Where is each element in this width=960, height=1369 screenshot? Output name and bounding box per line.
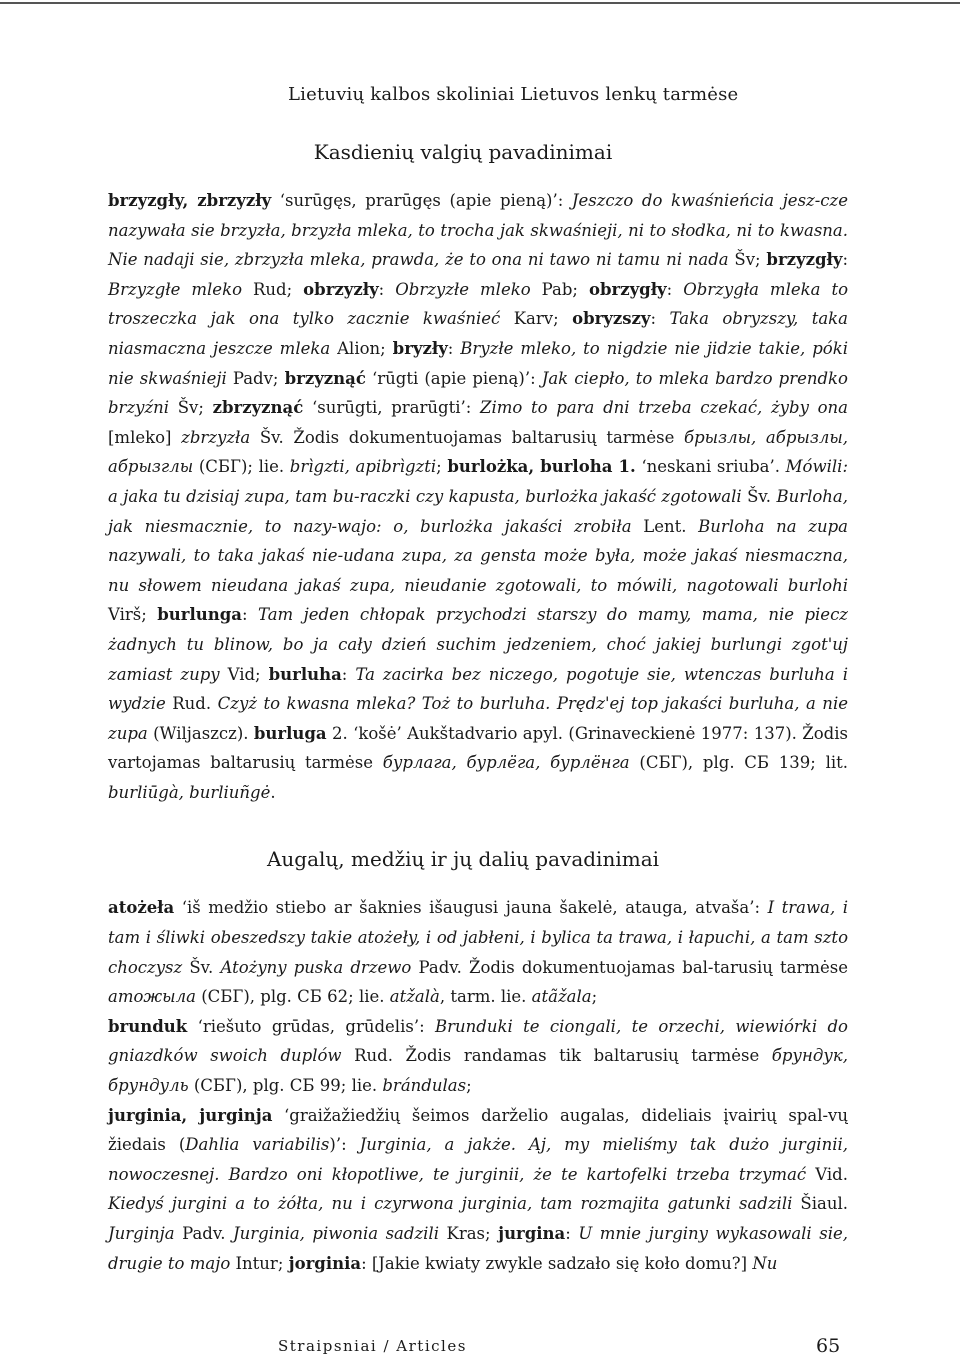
- italic-text: Burloha na zupa nazywali, to taka jakaś nie-udana zupa, za gensta może była, może jakaś niesmaczna, nu słowem nieudana jakaś zupa, nieudanie zgotowali, to mówili, nagotowali burlohi: [108, 516, 848, 595]
- text-run: ‘surūgti, prarūgti’:: [303, 398, 480, 418]
- italic-text: Mówili: a jaka tu dzisiaj zupa, tam bu-raczki czy kapusta, burlożka jakaść zgotowali: [108, 457, 848, 506]
- text-run: : [Jakie kwiaty zwykle sadzało się koło domu?]: [361, 1253, 753, 1273]
- headword: burlunga: [157, 605, 242, 625]
- italic-text: Taka obryzszy, taka niasmaczna jeszcze mleka: [108, 309, 849, 358]
- italic-text: атожыла: [108, 987, 196, 1007]
- italic-text: Jurginia, piwonia sadzili: [232, 1224, 439, 1243]
- text-run: :: [650, 309, 670, 329]
- text-run: ‘surūgęs, prarūgęs (apie pieną)’:: [271, 191, 572, 210]
- italic-text: Jak ciepło, to mleka bardzo prendko brzyźni: [108, 368, 848, 418]
- text-run: Vid;: [219, 664, 269, 684]
- italic-text: Brunduki te ciongali, te orzechi, wiewiórki do gniazdków swoich duplów: [108, 1016, 848, 1066]
- italic-text: бурлага, бурлёга, бурлёнга: [382, 753, 630, 773]
- headword: zbrzyznąć: [212, 398, 304, 418]
- italic-text: U mnie jurginy wykasowali sie, drugie to majo: [108, 1224, 848, 1273]
- italic-text: atžalà: [389, 987, 440, 1007]
- text-run: :: [565, 1224, 579, 1243]
- text-run: ;: [466, 1076, 472, 1096]
- text-run: , tarm. lie.: [439, 987, 532, 1007]
- text-run: Pab;: [530, 279, 589, 299]
- text-run: ‘iš medžio stiebo ar šaknies išaugusi jauna šakelė, atauga, atvaša’:: [174, 898, 768, 918]
- text-run: Rud. Žodis randamas tik baltarusių tarmėse: [341, 1046, 772, 1066]
- italic-text: Obrzygła mleka to troszeczka jak ona tylko zacznie kwaśnieć: [108, 279, 849, 329]
- page-footer: [0, 1337, 960, 1363]
- page-number: 65: [816, 1335, 841, 1357]
- text-run: Vid.: [806, 1164, 848, 1184]
- italic-text: zbrzyzła: [181, 427, 251, 447]
- italic-text: Nu: [752, 1253, 778, 1273]
- text-run: 2. ‘košė’ Aukštadvario apyl. (Grinaveckienė 1977: 137). Žodis vartojamas baltarusių tarmėse: [108, 723, 848, 773]
- text-run: (Wiljaszcz).: [147, 723, 254, 743]
- text-run: ‘riešuto grūdas, grūdelis’:: [187, 1016, 436, 1036]
- italic-text: burliūgà, burliuñgė: [108, 782, 271, 802]
- headword: brzyznąć: [284, 368, 366, 388]
- italic-text: Brzyzgłe mleko: [108, 279, 243, 299]
- running-head: Lietuvių kalbos skoliniai Lietuvos lenkų tarmėse: [288, 84, 739, 105]
- text-run: Šv.: [182, 957, 221, 977]
- headword: jorginia: [288, 1253, 362, 1273]
- headword: obrzyzły: [303, 279, 379, 299]
- text-run: (СБГ); lie.: [193, 457, 290, 477]
- text-run: Alion;: [330, 338, 393, 358]
- headword: burluga: [253, 723, 327, 743]
- headword: brunduk: [108, 1016, 188, 1036]
- text-run: ;: [591, 987, 598, 1007]
- italic-text: brìgzti, apibrìgzti: [289, 457, 437, 477]
- paragraph: [108, 1101, 848, 1279]
- italic-text: atãžala: [531, 987, 592, 1007]
- italic-text: Atożyny puska drzewo: [220, 957, 412, 977]
- italic-text: Czyż to kwasna mleka? Toż to burluha. Prędz'ej top jakaści burluha, a nie zupa: [108, 694, 848, 743]
- italic-text: I trawa, i tam i śliwki obeszedszy takie atożeły, i od jabłeni, i bylica ta trawa, i łapuchi, a tam szto choczysz: [108, 898, 848, 977]
- text-run: ‘graižažiedžių šeimos darželio augalas, dideliais įvairių spal-vų žiedais (: [108, 1105, 849, 1155]
- text-run: )’:: [329, 1135, 360, 1155]
- headword: brzyzgły: [766, 250, 843, 270]
- text-run: (СБГ), plg. СБ 99; lie.: [188, 1076, 383, 1096]
- text-run: (СБГ), plg. СБ 62; lie.: [195, 987, 390, 1007]
- top-rule: [0, 2, 960, 4]
- text-run: Karv;: [500, 309, 573, 329]
- text-run: Šv. Žodis dokumentuojamas baltarusių tarmėse: [250, 427, 684, 447]
- headword: obrzygły: [588, 279, 667, 299]
- paragraph: [108, 186, 848, 807]
- italic-text: Jeszczo do kwaśnieńcia jesz-cze nazywała sie brzyzła, brzyzła mleka, to trocha jak skwaśnieji, ni to słodka, ni to kwasna. Nie nadaji sie, zbrzyzła mleka, prawda, że to ona ni tawo ni tamu ni nada: [108, 191, 849, 270]
- headword: burluha: [268, 664, 342, 684]
- text-run: Padv;: [226, 368, 285, 388]
- text-run: ;: [436, 457, 448, 477]
- italic-text: Bryzłe mleko, to nigdzie nie jidzie takie, póki nie skwaśnieji: [108, 338, 849, 388]
- text-run: Šv.: [741, 486, 777, 506]
- headword: jurgina: [498, 1224, 566, 1243]
- text-run: Intur;: [230, 1253, 289, 1273]
- text-run: Šv;: [169, 398, 213, 418]
- text-run: :: [241, 605, 258, 625]
- text-run: (СБГ), plg. СБ 139; lit.: [629, 753, 849, 773]
- headword: bryzły: [392, 338, 448, 358]
- article-body: [108, 140, 848, 1278]
- italic-text: Jurginia, a jakże. Aj, my mieliśmy tak dużo jurginii, nowoczesnej. Bardzo oni kłopotliwe, te jurginii, że te kartofelki trzeba trzymać: [108, 1135, 848, 1184]
- paragraph: [108, 893, 848, 1011]
- text-run: Padv. Žodis dokumentuojamas bal-tarusių tarmėse: [411, 957, 849, 977]
- headword: burlożka, burloha 1.: [447, 457, 636, 477]
- text-run: Virš;: [108, 605, 158, 625]
- text-run: :: [842, 250, 848, 270]
- headword: jurginia, jurginja: [108, 1105, 273, 1125]
- text-run: Lent.: [631, 516, 699, 536]
- headword: atożeła: [108, 898, 175, 918]
- text-run: ‘rūgti (apie pieną)’:: [365, 368, 542, 388]
- text-run: Šv;: [728, 250, 767, 270]
- section-daily-meals: [108, 140, 848, 807]
- italic-text: Tam jeden chłopak przychodzi starszy do mamy, mama, nie piecz żadnych tu blinow, bo ja cały dzień suchim jedzeniem, choć jakiej burlungi zgot'uj zamiast zupy: [108, 605, 849, 684]
- italic-text: brándulas: [382, 1076, 467, 1096]
- text-run: :: [666, 279, 684, 299]
- paragraph: [108, 1012, 848, 1101]
- text-run: .: [270, 782, 276, 802]
- text-run: :: [341, 664, 356, 684]
- italic-text: Dahlia variabilis: [185, 1135, 330, 1155]
- text-run: ‘neskani sriuba’.: [635, 457, 786, 477]
- italic-text: брызлы, абрызлы, абрызглы: [108, 427, 849, 477]
- headword: brzyzgły, zbrzyzły: [108, 191, 272, 210]
- italic-text: Jurginja: [108, 1224, 175, 1243]
- text-run: Šiaul.: [792, 1194, 848, 1214]
- text-run: Rud.: [165, 694, 218, 714]
- text-run: :: [378, 279, 396, 299]
- footer-title: Straipsniai / Articles: [278, 1337, 467, 1355]
- italic-text: Zimo to para dni trzeba czekać, żyby ona: [480, 398, 848, 418]
- text-run: Rud;: [242, 279, 304, 299]
- section-plants: [108, 847, 848, 1278]
- section-title: Kasdienių valgių pavadinimai: [313, 140, 613, 164]
- italic-text: Ta zacirka bez niczego, pogotuje sie, wtenczas burluha i wydzie: [108, 664, 848, 714]
- headword: obryzszy: [572, 309, 651, 329]
- text-run: Kras;: [438, 1224, 499, 1243]
- text-run: :: [447, 338, 461, 358]
- section-title: Augalų, medžių ir jų dalių pavadinimai: [266, 847, 660, 872]
- italic-text: Kiedyś jurgini a to żółta, nu i czyrwona jurginia, tam rozmajita gatunki sadzili: [108, 1194, 793, 1214]
- italic-text: Obrzyzłe mleko: [395, 279, 531, 299]
- text-run: [mleko]: [108, 427, 182, 447]
- italic-text: Burloha, jak niesmacznie, to nazy-wajo: o, burlożka jakaści zrobiła: [108, 486, 849, 536]
- italic-text: брундук, брундуль: [108, 1046, 848, 1096]
- text-run: Padv.: [174, 1224, 233, 1243]
